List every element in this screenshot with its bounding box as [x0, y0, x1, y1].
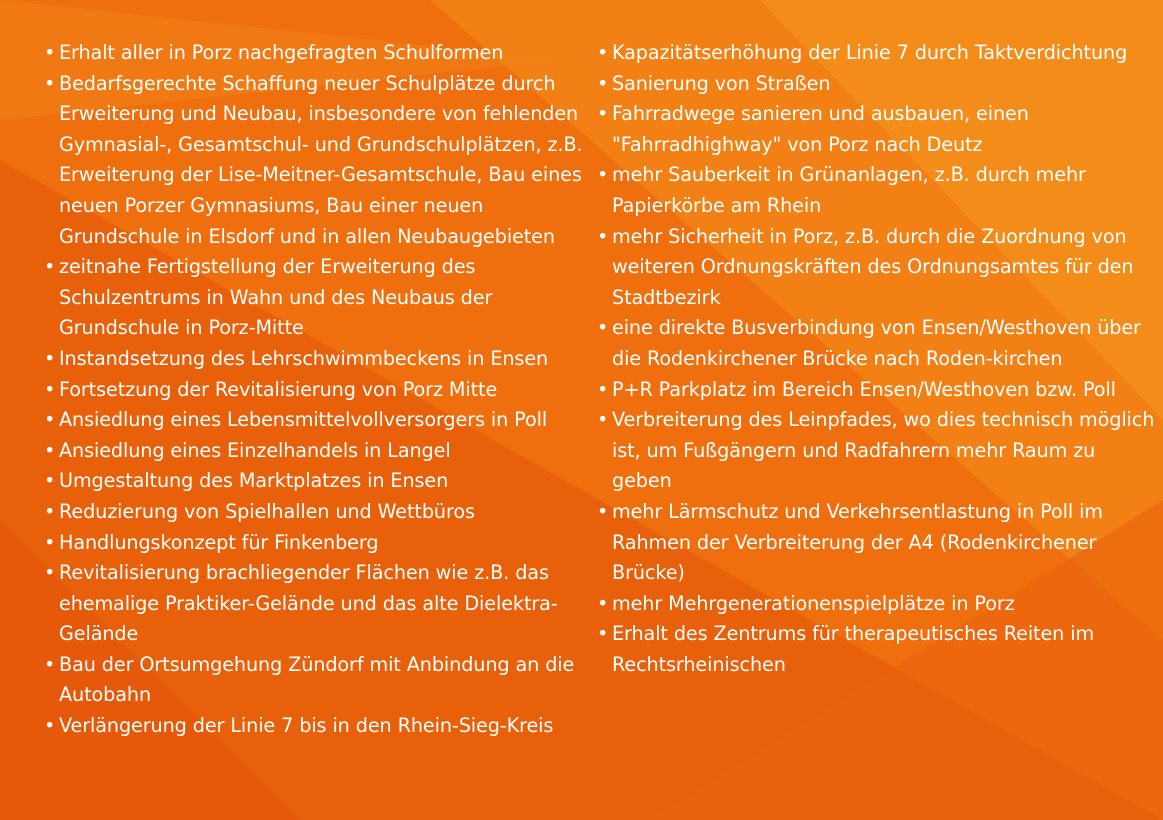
bullet-icon: • — [44, 255, 56, 279]
list-item-text: Verlängerung der Linie 7 bis in den Rhein-Sieg-Kreis — [59, 714, 554, 738]
bullet-icon: • — [44, 41, 56, 64]
bullet-icon: • — [44, 714, 56, 738]
list-item — [44, 38, 589, 69]
bullet-icon: • — [597, 224, 609, 248]
list-item — [597, 69, 1157, 100]
bullet-icon: • — [597, 41, 609, 64]
bullet-icon: • — [44, 499, 56, 523]
left-bullet-list — [44, 38, 589, 742]
list-item-text: Bau der Ortsumgehung Zündorf mit Anbindung an die Autobahn — [59, 652, 575, 707]
list-item-text: mehr Mehrgenerationenspielplätze in Porz — [612, 591, 1015, 615]
list-item — [597, 405, 1157, 497]
list-item — [44, 711, 589, 742]
bullet-icon: • — [44, 469, 56, 493]
bullet-icon: • — [44, 377, 56, 401]
list-item-text: Erhalt des Zentrums für therapeutisches Reiten im Rechtsrheinischen — [612, 622, 1095, 676]
list-item — [597, 222, 1157, 314]
list-item — [44, 69, 589, 253]
list-item — [597, 38, 1157, 69]
list-item — [44, 497, 589, 528]
bullet-icon: • — [597, 499, 609, 523]
list-item-text: P+R Parkplatz im Bereich Ensen/Westhoven bzw. Poll — [612, 377, 1116, 401]
list-item-text: Instandsetzung des Lehrschwimmbeckens in Ensen — [59, 346, 549, 370]
bullet-icon: • — [597, 163, 609, 187]
bullet-icon: • — [44, 530, 56, 554]
bullet-icon: • — [44, 561, 56, 585]
list-item — [597, 313, 1157, 374]
bullet-icon: • — [597, 316, 609, 340]
bullet-icon: • — [44, 408, 56, 432]
list-item-text: mehr Sauberkeit in Grünanlagen, z.B. durch mehr Papierkörbe am Rhein — [612, 163, 1086, 217]
list-item-text: zeitnahe Fertigstellung der Erweiterung des Schulzentrums in Wahn und des Neubaus der Grundschule in Porz-Mitte — [59, 255, 493, 340]
list-item-text: Sanierung von Straßen — [612, 71, 831, 95]
bullet-icon: • — [597, 408, 609, 432]
bullet-icon: • — [597, 591, 609, 615]
list-item-text: Ansiedlung eines Lebensmittelvollversorgers in Poll — [59, 408, 548, 432]
list-item — [44, 466, 589, 497]
list-item — [597, 619, 1157, 680]
list-item-text: Kapazitätserhöhung der Linie 7 durch Taktverdichtung — [612, 41, 1128, 64]
list-item — [44, 436, 589, 467]
right-column — [597, 38, 1157, 680]
bullet-icon: • — [597, 102, 609, 126]
list-item — [597, 160, 1157, 221]
bullet-icon: • — [597, 622, 609, 646]
bullet-icon: • — [597, 71, 609, 95]
list-item-text: Umgestaltung des Marktplatzes in Ensen — [59, 469, 449, 493]
list-item — [597, 589, 1157, 620]
bullet-icon: • — [44, 438, 56, 462]
list-item — [44, 528, 589, 559]
bullet-icon: • — [597, 377, 609, 401]
list-item-text: Bedarfsgerechte Schaffung neuer Schulplätze durch Erweiterung und Neubau, insbesondere von fehlenden Gymnasial-, Gesamtschul- und Grundschulplätzen, z.B. Erweiterung der Lise-Meitner-Gesamtschule, Bau eines neuen Porzer Gymnasiums, Bau einer neuen Grundschule in Elsdorf und in allen Neubaugebieten — [59, 71, 583, 248]
list-item — [597, 99, 1157, 160]
list-item-text: Fahrradwege sanieren und ausbauen, einen "Fahrradhighway" von Porz nach Deutz — [612, 102, 1029, 156]
left-column — [44, 38, 589, 742]
list-item — [44, 344, 589, 375]
list-item-text: Erhalt aller in Porz nachgefragten Schulformen — [59, 41, 504, 64]
list-item — [44, 405, 589, 436]
bullet-icon: • — [44, 346, 56, 370]
list-item-text: Revitalisierung brachliegender Flächen wie z.B. das ehemalige Praktiker-Gelände und das alte Dielektra-Gelände — [59, 561, 558, 646]
bullet-icon: • — [44, 71, 56, 95]
list-item — [44, 650, 589, 711]
list-item — [44, 252, 589, 344]
list-item — [597, 497, 1157, 589]
list-item — [44, 558, 589, 650]
list-item-text: Verbreiterung des Leinpfades, wo dies technisch möglich ist, um Fußgängern und Radfahrern mehr Raum zu geben — [612, 408, 1155, 493]
list-item — [597, 375, 1157, 406]
list-item-text: mehr Sicherheit in Porz, z.B. durch die Zuordnung von weiteren Ordnungskräften des Ordnungsamtes für den Stadtbezirk — [612, 224, 1134, 309]
list-item-text: eine direkte Busverbindung von Ensen/Westhoven über die Rodenkirchener Brücke nach Roden-kirchen — [612, 316, 1141, 370]
list-item-text: Handlungskonzept für Finkenberg — [59, 530, 379, 554]
list-item-text: Ansiedlung eines Einzelhandels in Langel — [59, 438, 451, 462]
list-item-text: mehr Lärmschutz und Verkehrsentlastung in Poll im Rahmen der Verbreiterung der A4 (Rodenkirchener Brücke) — [612, 499, 1103, 585]
list-item — [44, 375, 589, 406]
bullet-icon: • — [44, 652, 56, 676]
list-item-text: Reduzierung von Spielhallen und Wettbüros — [59, 499, 475, 523]
right-bullet-list — [597, 38, 1157, 680]
list-item-text: Fortsetzung der Revitalisierung von Porz Mitte — [59, 377, 498, 401]
